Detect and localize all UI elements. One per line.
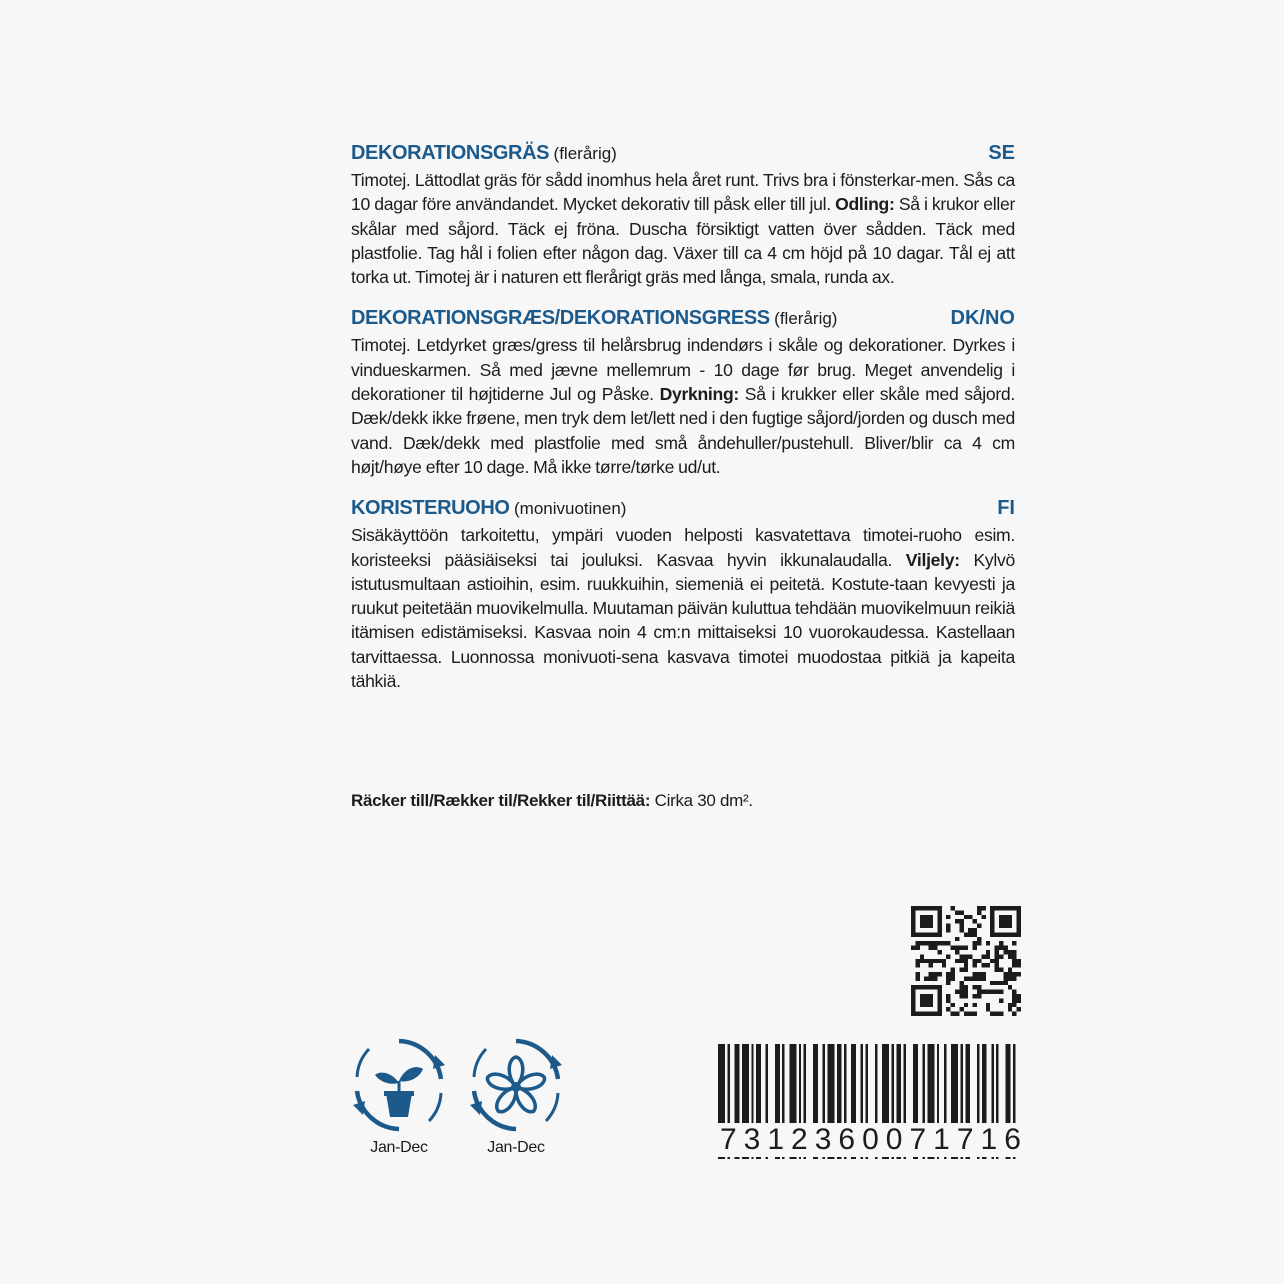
qr-module — [1012, 1012, 1016, 1016]
qr-module — [915, 976, 919, 980]
qr-module — [999, 968, 1003, 972]
qr-module — [986, 1003, 990, 1007]
sowing-pot-icon — [349, 1035, 449, 1135]
qr-module — [1012, 972, 1016, 976]
qr-module — [973, 1003, 977, 1007]
qr-finder — [990, 906, 994, 937]
qr-module — [977, 985, 981, 989]
body-bold-label: Viljely: — [905, 549, 960, 570]
section-title: DEKORATIONSGRÆS/DEKORATIONSGRESS — [351, 307, 770, 330]
qr-module — [929, 941, 933, 945]
flowering-icon-group — [466, 1035, 566, 1157]
qr-module — [946, 972, 950, 976]
section-fi — [351, 497, 1015, 693]
body-text: Timotej. Letdyrket græs/gress til helårsbrug indendørs i skåle og dekorationer. Dyrkes i vindueskarmen. Så med jævne mellemrum - 10 dage før brug. Meget anvendelig i dekorationer til højtiderne Jul og Påske. — [351, 335, 1015, 405]
qr-module — [1017, 963, 1021, 967]
qr-module — [981, 906, 985, 910]
qr-module — [933, 959, 937, 963]
qr-module — [959, 959, 963, 963]
qr-module — [973, 976, 977, 980]
qr-module — [986, 1007, 990, 1011]
qr-module — [1008, 954, 1012, 958]
qr-module — [995, 990, 999, 994]
qr-module — [955, 950, 959, 954]
qr-module — [929, 976, 933, 980]
section-body — [351, 523, 1015, 693]
qr-module — [1003, 976, 1007, 980]
section-subtitle: (monivuotinen) — [514, 499, 627, 519]
qr-module — [973, 959, 977, 963]
qr-module — [951, 968, 955, 972]
qr-module — [977, 906, 981, 910]
qr-module — [981, 954, 985, 958]
qr-module — [995, 963, 999, 967]
qr-module — [946, 976, 950, 980]
qr-module — [977, 959, 981, 963]
qr-module — [946, 924, 950, 928]
qr-module — [1008, 976, 1012, 980]
qr-module — [981, 915, 985, 919]
body-bold-label: Dyrkning: — [659, 384, 739, 405]
qr-module — [995, 946, 999, 950]
qr-module — [999, 981, 1003, 985]
qr-module — [933, 941, 937, 945]
qr-code[interactable] — [911, 906, 1021, 1016]
qr-module — [1008, 950, 1012, 954]
qr-module — [955, 937, 959, 941]
icon-label: Jan-Dec — [370, 1139, 428, 1156]
section-title: DEKORATIONSGRÄS — [351, 142, 550, 164]
qr-finder — [990, 906, 1021, 910]
qr-module — [959, 919, 963, 923]
qr-module — [946, 928, 950, 932]
qr-module — [1012, 994, 1016, 998]
qr-finder — [911, 906, 915, 937]
coverage-info — [351, 791, 753, 811]
qr-module — [1012, 1003, 1016, 1007]
qr-module — [951, 1012, 955, 1016]
qr-module — [964, 990, 968, 994]
qr-module — [933, 972, 937, 976]
coverage-value: Cirka 30 dm². — [650, 791, 753, 810]
qr-module — [986, 950, 990, 954]
qr-module — [1012, 990, 1016, 994]
qr-module — [933, 946, 937, 950]
qr-module — [942, 963, 946, 967]
qr-module — [981, 963, 985, 967]
qr-module — [924, 941, 928, 945]
qr-module — [946, 954, 950, 958]
qr-module — [959, 928, 963, 932]
qr-module — [973, 941, 977, 945]
qr-module — [973, 932, 977, 936]
qr-module — [951, 906, 955, 910]
qr-module — [915, 972, 919, 976]
qr-module — [951, 972, 955, 976]
qr-module — [986, 963, 990, 967]
qr-module — [999, 941, 1003, 945]
qr-module — [968, 915, 972, 919]
qr-module — [1012, 963, 1016, 967]
qr-module — [955, 910, 959, 914]
barcode-number: 7312360071716 — [720, 1123, 1028, 1156]
qr-module — [1003, 981, 1007, 985]
qr-finder — [937, 906, 941, 937]
qr-module — [1008, 1003, 1012, 1007]
qr-finder — [911, 985, 942, 989]
body-text: Så i krukor eller skålar med såjord. Täck ej fröna. Duscha försiktigt vatten över sådden. Täck med plastfolie. Tag hål i folien efter någon dag. Växer till ca 4 cm höjd på 10 dagar. Tål ej att torka ut. Timotej är i naturen ett flerårigt gräs med långa, smala, runda ax. — [351, 194, 1015, 288]
qr-module — [973, 1012, 977, 1016]
qr-module — [915, 963, 919, 967]
qr-module — [1008, 985, 1012, 989]
qr-module — [920, 959, 924, 963]
qr-module — [942, 959, 946, 963]
qr-module — [1008, 1007, 1012, 1011]
qr-finder — [911, 1012, 942, 1016]
qr-module — [973, 994, 977, 998]
qr-module — [964, 932, 968, 936]
qr-module — [929, 972, 933, 976]
qr-module — [1012, 950, 1016, 954]
qr-module — [964, 959, 968, 963]
qr-module — [1012, 954, 1016, 958]
qr-module — [964, 946, 968, 950]
qr-module — [937, 972, 941, 976]
section-dk-no — [351, 307, 1015, 479]
qr-module — [986, 954, 990, 958]
qr-module — [959, 994, 963, 998]
qr-module — [937, 959, 941, 963]
qr-module — [1003, 946, 1007, 950]
qr-module — [1017, 1007, 1021, 1011]
qr-module — [981, 972, 985, 976]
qr-module — [1008, 972, 1012, 976]
qr-module — [946, 941, 950, 945]
qr-finder — [937, 985, 941, 1016]
qr-module — [964, 963, 968, 967]
qr-module — [942, 941, 946, 945]
sowing-icon-group — [349, 1035, 449, 1157]
qr-module — [964, 968, 968, 972]
qr-module — [990, 1012, 994, 1016]
qr-module — [986, 990, 990, 994]
qr-module — [959, 946, 963, 950]
qr-finder — [920, 915, 933, 928]
qr-module — [981, 976, 985, 980]
qr-module — [973, 928, 977, 932]
qr-module — [990, 990, 994, 994]
qr-module — [964, 985, 968, 989]
qr-module — [955, 959, 959, 963]
qr-module — [959, 968, 963, 972]
section-subtitle: (flerårig) — [553, 144, 617, 163]
qr-finder — [911, 932, 942, 936]
qr-module — [990, 981, 994, 985]
qr-finder — [1017, 906, 1021, 937]
qr-module — [968, 954, 972, 958]
qr-module — [959, 990, 963, 994]
qr-module — [964, 915, 968, 919]
qr-module — [951, 1003, 955, 1007]
qr-module — [999, 946, 1003, 950]
qr-module — [999, 998, 1003, 1002]
qr-module — [929, 963, 933, 967]
qr-module — [1003, 972, 1007, 976]
qr-module — [951, 976, 955, 980]
qr-module — [973, 963, 977, 967]
qr-module — [999, 954, 1003, 958]
qr-module — [955, 990, 959, 994]
qr-finder — [999, 915, 1012, 928]
qr-module — [955, 946, 959, 950]
qr-module — [964, 954, 968, 958]
qr-module — [959, 954, 963, 958]
qr-module — [951, 946, 955, 950]
body-text: Sisäkäyttöön tarkoitettu, ympäri vuoden helposti kasvatettava timotei-ruoho esim. koristeeksi pääsiäiseksi tai jouluksi. Kasvaa hyvin ikkunalaudalla. — [351, 525, 1015, 570]
qr-finder — [911, 985, 915, 1016]
qr-module — [968, 928, 972, 932]
qr-module — [973, 946, 977, 950]
qr-module — [981, 990, 985, 994]
qr-module — [977, 972, 981, 976]
qr-module — [959, 981, 963, 985]
body-text: Kylvö istutusmultaan astioihin, esim. ruukkuihin, siemeniä ei peitetä. Kostute-taan kevyesti ja ruukut peitetään muovikelmulla. Muutaman päivän kuluttua tehdään muovikelmuun reikiä itämisen edistämiseksi. Kasvaa noin 4 cm:n mittaiseksi 10 vuorokaudessa. Kastellaan tarvittaessa. Luonnossa monivuoti-sena kasvava timotei muodostaa pitkiä ja kapeita tähkiä. — [351, 549, 1015, 692]
qr-module — [911, 946, 915, 950]
qr-module — [995, 968, 999, 972]
qr-module — [924, 959, 928, 963]
qr-module — [973, 919, 977, 923]
section-title: KORISTERUOHO — [351, 497, 510, 520]
qr-module — [977, 924, 981, 928]
qr-module — [1012, 941, 1016, 945]
qr-module — [986, 941, 990, 945]
body-text: Timotej. Lättodlat gräs för sådd inomhus hela året runt. Trivs bra i fönsterkar-men. Sås ca 10 dagar före användandet. Mycket dekorativ till påsk eller till jul. — [351, 170, 1015, 215]
qr-module — [968, 932, 972, 936]
qr-finder — [990, 932, 1021, 936]
body-bold-label: Odling: — [835, 194, 895, 215]
qr-module — [946, 915, 950, 919]
qr-module — [929, 959, 933, 963]
qr-module — [977, 910, 981, 914]
qr-module — [959, 1007, 963, 1011]
qr-module — [946, 981, 950, 985]
qr-module — [977, 994, 981, 998]
qr-module — [1012, 998, 1016, 1002]
qr-module — [995, 954, 999, 958]
qr-module — [946, 1007, 950, 1011]
qr-module — [977, 990, 981, 994]
section-body — [351, 333, 1015, 479]
flowering-icon — [466, 1035, 566, 1135]
qr-module — [964, 976, 968, 980]
qr-module — [959, 985, 963, 989]
qr-module — [1017, 994, 1021, 998]
language-code: DK/NO — [950, 307, 1015, 330]
qr-finder — [920, 994, 933, 1007]
qr-module — [973, 972, 977, 976]
qr-module — [937, 941, 941, 945]
qr-module — [995, 959, 999, 963]
qr-module — [946, 994, 950, 998]
qr-module — [955, 919, 959, 923]
language-code: FI — [997, 497, 1015, 520]
qr-module — [990, 959, 994, 963]
qr-module — [999, 1012, 1003, 1016]
qr-module — [1008, 968, 1012, 972]
section-se — [351, 142, 1015, 289]
seed-packet-text — [351, 142, 1015, 711]
qr-module — [977, 941, 981, 945]
qr-module — [915, 959, 919, 963]
qr-finder — [911, 906, 942, 910]
qr-module — [955, 1012, 959, 1016]
qr-module — [933, 976, 937, 980]
coverage-label: Räcker till/Rækker til/Rekker til/Riittää: — [351, 791, 651, 810]
qr-module — [920, 941, 924, 945]
qr-module — [964, 994, 968, 998]
body-text: Så i krukker eller skåle med såjord. Dæk/dekk ikke frøene, men tryk dem let/lett ned i den fugtige såjord/jorden og dusch med vand. Dæk/dekk med plastfolie med små åndehuller/pustehull. Bliver/blir ca 4 cm højt/høye efter 10 dage. Må ikke tørre/tørke ud/ut. — [351, 384, 1015, 477]
qr-module — [1017, 998, 1021, 1002]
qr-module — [959, 924, 963, 928]
qr-module — [964, 1012, 968, 1016]
qr-module — [999, 990, 1003, 994]
qr-module — [968, 976, 972, 980]
qr-module — [995, 981, 999, 985]
icon-label: Jan-Dec — [487, 1139, 545, 1156]
qr-module — [1003, 950, 1007, 954]
qr-module — [964, 1003, 968, 1007]
section-subtitle: (flerårig) — [774, 309, 838, 329]
qr-module — [929, 946, 933, 950]
qr-module — [977, 976, 981, 980]
qr-module — [915, 946, 919, 950]
qr-module — [1012, 959, 1016, 963]
qr-module — [924, 976, 928, 980]
section-body — [351, 168, 1015, 289]
qr-module — [973, 985, 977, 989]
qr-module — [968, 1012, 972, 1016]
qr-module — [995, 1012, 999, 1016]
qr-module — [1017, 959, 1021, 963]
qr-module — [1012, 976, 1016, 980]
qr-module — [959, 910, 963, 914]
qr-module — [1017, 972, 1021, 976]
qr-module — [920, 954, 924, 958]
qr-module — [946, 998, 950, 1002]
qr-module — [977, 937, 981, 941]
qr-module — [915, 941, 919, 945]
language-code: SE — [988, 142, 1015, 164]
qr-module — [937, 950, 941, 954]
qr-module — [995, 950, 999, 954]
